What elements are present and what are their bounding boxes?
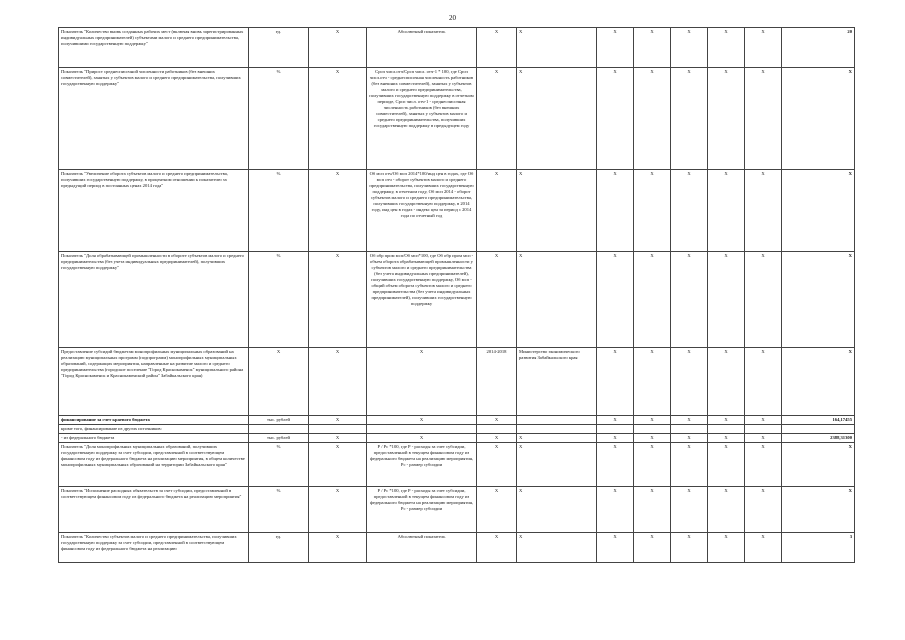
year-value-cell: X (597, 348, 634, 416)
year-value-cell (597, 425, 634, 434)
indicator-name-cell: Показатель "Количество вновь созданных рабочих мест (включая вновь зарегистрированных индивидуальных предпринимателей) субъектами малого и среднего предпринимательства, получившими государственную поддержку" (59, 28, 249, 68)
table-row (59, 348, 855, 416)
year-value-cell: X (745, 433, 782, 442)
period-cell: X (477, 28, 517, 68)
period-cell: X (477, 416, 517, 425)
total-value-cell: X (782, 348, 855, 416)
year-value-cell (745, 425, 782, 434)
executor-cell: X (517, 252, 597, 348)
period-cell: X (477, 68, 517, 170)
year-value-cell: X (597, 442, 634, 486)
year-value-cell: X (671, 252, 708, 348)
year-value-cell: X (634, 348, 671, 416)
table-row (59, 170, 855, 252)
year-value-cell: X (745, 532, 782, 562)
table-row (59, 252, 855, 348)
year-value-cell: X (597, 252, 634, 348)
table-row (59, 486, 855, 532)
table-row (59, 68, 855, 170)
year-value-cell: X (671, 348, 708, 416)
year-value-cell: X (634, 486, 671, 532)
year-value-cell: X (597, 68, 634, 170)
table-row (59, 442, 855, 486)
executor-cell (517, 425, 597, 434)
unit-cell: % (249, 442, 309, 486)
indicator-name-cell: Показатель "Доля обрабатывающей промышленности в обороте субъектов малого и среднего предпринимательства (без учета индивидуальных предпринимателей), получивших государственную поддержку" (59, 252, 249, 348)
table-row (59, 532, 855, 562)
table-row (59, 433, 855, 442)
total-value-cell: 164,17455 (782, 416, 855, 425)
year-value-cell: X (634, 532, 671, 562)
calculation-method-cell: X (367, 433, 477, 442)
year-value-cell: X (745, 28, 782, 68)
indicator-name-cell: - из федерального бюджета (59, 433, 249, 442)
table-row (59, 28, 855, 68)
year-value-cell: X (708, 68, 745, 170)
year-value-cell: X (671, 433, 708, 442)
program-indicators-table (58, 27, 855, 563)
year-value-cell: X (671, 486, 708, 532)
year-value-cell: X (708, 416, 745, 425)
code-cell: X (309, 170, 367, 252)
indicator-name-cell: финансирование за счет краевого бюджета (59, 416, 249, 425)
calculation-method-cell: Срсп числ.отч/Срсп числ. отч-1 * 100, где Срсп числ.отч - среднесписочная численность работников (без внешних совместителей), занятых у субъектов малого и среднего предпринимательства, получивших государственную поддержку в отчетном периоде, Срсп числ. отч-1 - среднесписочная численность работников (без внешних совместителей), занятых у субъектов малого и среднего предпринимательства, получивших государственную поддержку в предыдущем году (367, 68, 477, 170)
period-cell: X (477, 170, 517, 252)
unit-cell: ед. (249, 532, 309, 562)
table-row (59, 425, 855, 434)
code-cell: X (309, 532, 367, 562)
year-value-cell: X (597, 170, 634, 252)
total-value-cell (782, 425, 855, 434)
calculation-method-cell: Р / Рс *100, где Р - расходы за счет субсидии, предоставленной в текущем финансовом году из федерального бюджета на реализацию мероприятия, Рс - размер субсидии (367, 486, 477, 532)
total-value-cell: X (782, 252, 855, 348)
total-value-cell: X (782, 442, 855, 486)
year-value-cell: X (634, 28, 671, 68)
period-cell: X (477, 433, 517, 442)
year-value-cell: X (745, 348, 782, 416)
executor-cell: X (517, 532, 597, 562)
calculation-method-cell: Абсолютный показатель (367, 28, 477, 68)
unit-cell: % (249, 252, 309, 348)
year-value-cell (708, 425, 745, 434)
year-value-cell: X (708, 28, 745, 68)
year-value-cell: X (708, 348, 745, 416)
table-row (59, 416, 855, 425)
year-value-cell: X (634, 252, 671, 348)
year-value-cell: X (597, 532, 634, 562)
calculation-method-cell: X (367, 348, 477, 416)
total-value-cell: 3 (782, 532, 855, 562)
code-cell: X (309, 416, 367, 425)
indicator-name-cell: Предоставление субсидий бюджетам монопрофильных муниципальных образований на реализацию муниципальных программ (подпрограмм) монопрофильных муниципальных образований, содержащих мероприятия, направленные на развитие малого и среднего предпринимательства (городское поселение "Город Краснокаменск" муниципального района "Город Краснокаменск и Краснокаменский район" Забайкальского края) (59, 348, 249, 416)
year-value-cell: X (597, 433, 634, 442)
code-cell: X (309, 433, 367, 442)
total-value-cell: 20 (782, 28, 855, 68)
unit-cell (249, 425, 309, 434)
period-cell: 2014-2018 (477, 348, 517, 416)
period-cell (477, 425, 517, 434)
year-value-cell: X (597, 416, 634, 425)
code-cell: X (309, 486, 367, 532)
indicator-name-cell: Показатель "Прирост среднесписочной численности работников (без внешних совместителей), занятых у субъектов малого и среднего предпринимательства, получивших государственную поддержку" (59, 68, 249, 170)
year-value-cell: X (745, 170, 782, 252)
unit-cell: X (249, 348, 309, 416)
indicator-name-cell: Показатель "Увеличение оборота субъектов малого и среднего предпринимательства, получивших государственную поддержку, в процентном отношении к показателю за предыдущий период в постоянных ценах 2014 года" (59, 170, 249, 252)
total-value-cell: X (782, 486, 855, 532)
calculation-method-cell: Абсолютный показатель (367, 532, 477, 562)
period-cell: X (477, 442, 517, 486)
year-value-cell: X (597, 28, 634, 68)
period-cell: X (477, 532, 517, 562)
year-value-cell: X (708, 532, 745, 562)
calculation-method-cell: Об обр пром мсп/Об мсп*100, где Об обр пром мсп - объем оборота обрабатывающей промышленности у субъектов малого и среднего предпринимательства (без учета индивидуальных предпринимателей), получивших государственную поддержку, Об мсп - общий объем оборота субъектов малого и среднего предпринимательства (без учета индивидуальных предпринимателей), получивших государственную поддержку (367, 252, 477, 348)
year-value-cell: X (634, 68, 671, 170)
year-value-cell: X (671, 28, 708, 68)
total-value-cell: X (782, 68, 855, 170)
year-value-cell: X (708, 433, 745, 442)
calculation-method-cell (367, 425, 477, 434)
year-value-cell: X (671, 170, 708, 252)
year-value-cell: X (745, 442, 782, 486)
year-value-cell: X (634, 170, 671, 252)
indicator-name-cell: кроме того, финансирование из других источников: (59, 425, 249, 434)
calculation-method-cell: Р / Рс *100, где Р - расходы за счет субсидии, предоставленной в текущем финансовом году из федерального бюджета на реализацию мероприятия, Рс - размер субсидии (367, 442, 477, 486)
year-value-cell: X (745, 486, 782, 532)
total-value-cell: 2388,31300 (782, 433, 855, 442)
calculation-method-cell: Об мсп отч/Об мсп 2014*100/инд цен в годах, где Об мсп отч - оборот субъектов малого и среднего предпринимательства, получивших государственную поддержку, в отчетном году, Об мсп 2014 - оборот субъектов малого и среднего предпринимательства, получивших государственную поддержку, в 2014 году, инд цен в годах - индекс цен за период с 2014 года по отчетный год (367, 170, 477, 252)
year-value-cell: X (708, 442, 745, 486)
executor-cell: X (517, 433, 597, 442)
executor-cell: X (517, 486, 597, 532)
year-value-cell: X (671, 68, 708, 170)
year-value-cell: X (671, 532, 708, 562)
unit-cell: ед. (249, 28, 309, 68)
executor-cell: Министерство экономического развития Забайкальского края (517, 348, 597, 416)
year-value-cell: X (634, 442, 671, 486)
year-value-cell: X (708, 486, 745, 532)
year-value-cell: X (745, 252, 782, 348)
executor-cell: X (517, 68, 597, 170)
year-value-cell: X (597, 486, 634, 532)
calculation-method-cell: X (367, 416, 477, 425)
code-cell: X (309, 348, 367, 416)
indicator-name-cell: Показатель "Доля монопрофильных муниципальных образований, получивших государственную поддержку за счет субсидии, представленной в соответствующем финансовом году из федерального бюджета на реализацию мероприятия, в общем количестве монопрофильных муниципальных образований на территории Забайкальского края" (59, 442, 249, 486)
period-cell: X (477, 252, 517, 348)
executor-cell: X (517, 28, 597, 68)
unit-cell: % (249, 68, 309, 170)
year-value-cell (671, 425, 708, 434)
executor-cell: X (517, 170, 597, 252)
year-value-cell: X (708, 252, 745, 348)
year-value-cell: X (671, 416, 708, 425)
unit-cell: % (249, 486, 309, 532)
indicator-name-cell: Показатель "Исполнение расходных обязательств за счет субсидии, предоставленной в соответствующем финансовом году из федерального бюджета на реализацию мероприятия" (59, 486, 249, 532)
unit-cell: тыс. рублей (249, 416, 309, 425)
code-cell: X (309, 28, 367, 68)
year-value-cell: X (671, 442, 708, 486)
indicator-name-cell: Показатель "Количество субъектов малого и среднего предпринимательства, получивших государственную поддержку за счет субсидии, представленной в соответствующем финансовом году из федерального бюджета на реализацию (59, 532, 249, 562)
year-value-cell: X (634, 416, 671, 425)
period-cell: X (477, 486, 517, 532)
code-cell: X (309, 252, 367, 348)
unit-cell: тыс. рублей (249, 433, 309, 442)
executor-cell: X (517, 442, 597, 486)
total-value-cell: X (782, 170, 855, 252)
year-value-cell (634, 425, 671, 434)
page-number: 20 (449, 14, 456, 22)
year-value-cell: X (634, 433, 671, 442)
executor-cell (517, 416, 597, 425)
unit-cell: % (249, 170, 309, 252)
year-value-cell: X (745, 416, 782, 425)
year-value-cell: X (745, 68, 782, 170)
code-cell: X (309, 442, 367, 486)
code-cell (309, 425, 367, 434)
year-value-cell: X (708, 170, 745, 252)
code-cell: X (309, 68, 367, 170)
